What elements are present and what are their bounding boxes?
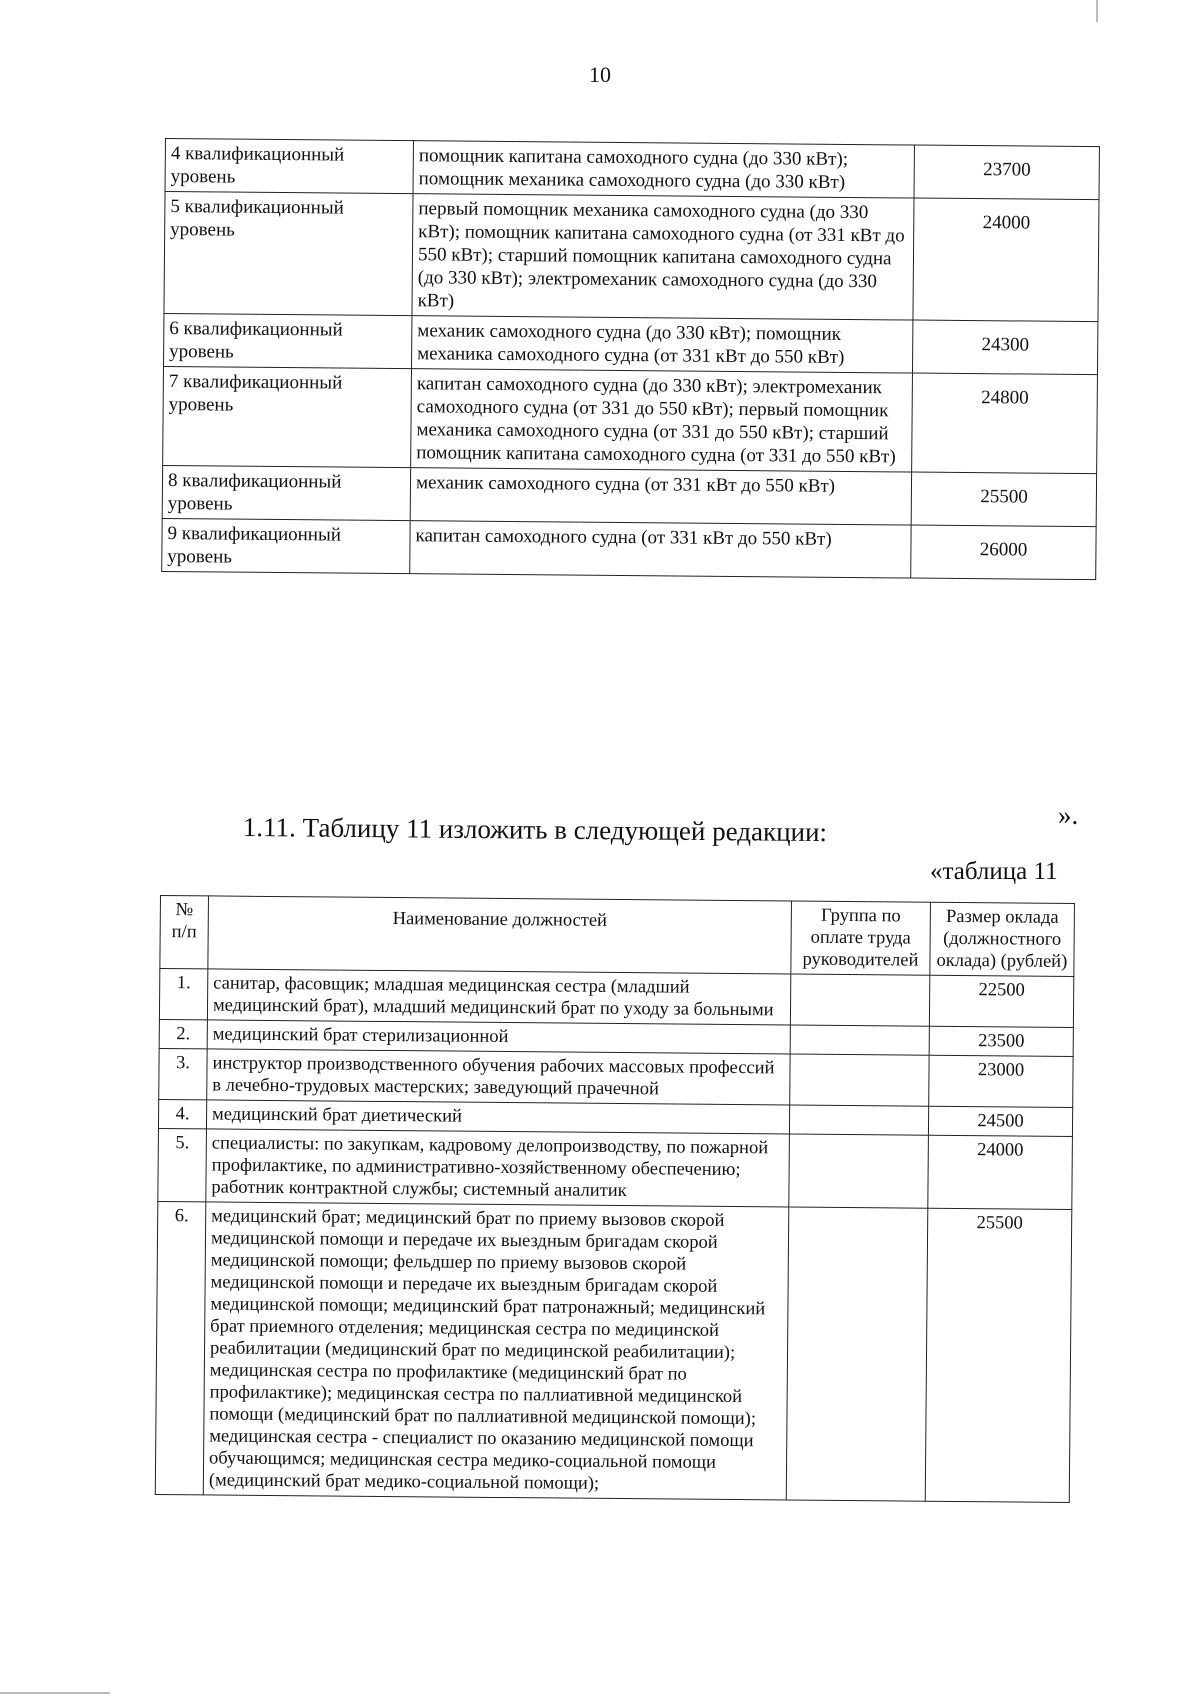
position-list: механик самоходного судна (от 331 кВт до 550 кВт) [410, 468, 912, 525]
table-row [155, 1201, 1072, 1502]
salary-value: 24300 [913, 320, 1098, 375]
row-number: 3. [159, 1048, 207, 1099]
salary-value: 25500 [925, 1208, 1072, 1502]
scan-margin-mark [0, 1692, 110, 1694]
salary-value: 23700 [914, 145, 1099, 200]
pay-group [790, 1025, 929, 1055]
header-pay-group: Группа по оплате труда руководителей [791, 901, 931, 975]
qualification-level: 8 квалификационный уровень [162, 465, 410, 520]
header-position-name: Наименование должностей [208, 896, 792, 974]
position-name: инструктор производственного обучения рабочих массовых профессий в лечебно-трудовых мастерских; заведующий прачечной [207, 1049, 791, 1105]
page-number: 10 [589, 62, 611, 87]
table-row [164, 313, 1098, 374]
table-row [164, 192, 1099, 322]
table-title: «таблица 11 [930, 858, 1058, 885]
pay-group [786, 1207, 927, 1501]
salary-value: 26000 [911, 525, 1096, 580]
qualification-level: 4 квалификационный уровень [165, 139, 413, 194]
salary-value: 24000 [913, 198, 1099, 322]
position-list: помощник капитана самоходного судна (до 330 кВт); помощник механика самоходного судна (до 330 кВт) [413, 141, 915, 198]
position-name: медицинский брат стерилизационной [207, 1020, 790, 1054]
salary-value: 23500 [929, 1026, 1073, 1056]
table-header-row [160, 896, 1075, 977]
salary-value: 23000 [929, 1055, 1073, 1107]
qualification-level: 5 квалификационный уровень [164, 192, 413, 316]
salary-value: 24500 [928, 1106, 1072, 1136]
header-num: № п/п [160, 896, 209, 969]
qualification-level: 7 квалификационный уровень [163, 366, 412, 467]
position-list: капитан самоходного судна (от 331 кВт до 550 кВт) [410, 521, 912, 578]
qualification-level: 9 квалификационный уровень [162, 518, 410, 573]
position-name: санитар, фасовщик; младшая медицинская сестра (младший медицинский брат), младший медицинский брат по уходу за больными [207, 969, 791, 1025]
pay-group [790, 974, 929, 1026]
amendment-instruction: 1.11. Таблицу 11 изложить в следующей редакции: [242, 812, 828, 848]
table-row [163, 366, 1098, 473]
salary-value: 24000 [928, 1135, 1073, 1209]
row-number: 2. [159, 1019, 207, 1048]
header-salary: Размер оклада (должностного оклада) (рублей) [930, 902, 1075, 976]
position-name: медицинский брат диетический [206, 1100, 789, 1134]
salary-value: 24800 [912, 373, 1098, 474]
table-row [165, 139, 1099, 200]
scan-margin-mark [1096, 0, 1098, 22]
row-number: 5. [158, 1128, 207, 1201]
pay-group [790, 1054, 929, 1106]
closing-quote: ». [1058, 800, 1079, 830]
table-row [159, 969, 1073, 1028]
pay-group [790, 1105, 929, 1135]
salary-value: 22500 [929, 975, 1073, 1027]
row-number: 6. [155, 1201, 206, 1494]
salary-value: 25500 [911, 472, 1096, 527]
row-number: 4. [158, 1099, 206, 1128]
position-list: первый помощник механика самоходного судна (до 330 кВт); помощник капитана самоходного судна (от 331 кВт до 550 кВт); старший помощник капитана самоходного судна (до 330 кВт); электромеханик самоходного судна (до 330 кВт) [412, 194, 914, 320]
position-list: капитан самоходного судна (до 330 кВт); электромеханик самоходного судна (от 331 до 550 кВт); первый помощник механика самоходного судна (от 331 до 550 кВт); старший помощник капитана самоходного судна (от 331 до 550 кВт) [411, 369, 913, 472]
salary-table-11 [155, 895, 1075, 1503]
table-row [159, 1048, 1073, 1107]
pay-group [789, 1134, 929, 1208]
table-row [162, 518, 1096, 579]
salary-table-continuation [161, 138, 1100, 580]
qualification-level: 6 квалификационный уровень [164, 313, 412, 368]
position-name: специалисты: по закупкам, кадровому делопроизводству, по пожарной профилактике, по административно-хозяйственному обеспечению; работник контрактной службы; системный аналитик [206, 1129, 790, 1207]
table-row [162, 465, 1096, 526]
position-list: механик самоходного судна (до 330 кВт); помощник механика самоходного судна (от 331 кВт до 550 кВт) [412, 316, 914, 373]
table-row [158, 1128, 1073, 1209]
row-number: 1. [159, 969, 207, 1020]
position-name: медицинский брат; медицинский брат по приему вызовов скорой медицинской помощи и передаче их выездным бригадам скорой медицинской помощи; фельдшер по приему вызовов скорой медицинской помощи и передаче их выездным бригадам скорой медицинской помощи; медицинский брат патронажный; медицинский брат приемного отделения; медицинская сестра по медицинской реабилитации (медицинский брат по медицинской реабилитации); медицинская сестра по профилактике (медицинский брат по профилактике); медицинская сестра по паллиативной медицинской помощи (медицинский брат по паллиативной медицинской помощи); медицинская сестра - специалист по оказанию медицинской помощи обучающимся; медицинская сестра медико-социальной помощи (медицинский брат медико-социальной помощи); [203, 1202, 789, 1500]
